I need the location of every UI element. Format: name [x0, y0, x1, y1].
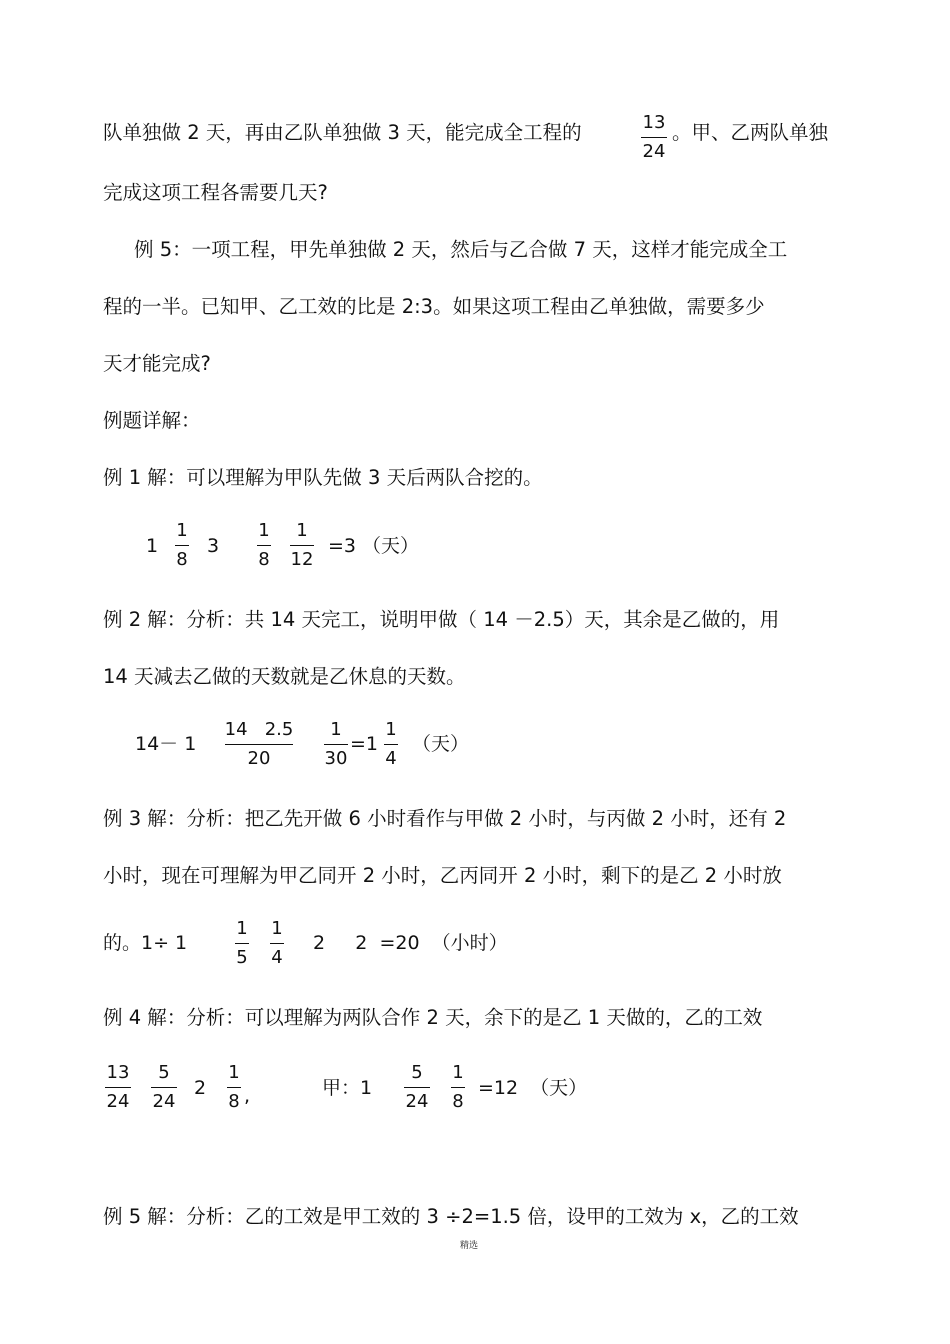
equation-token: =3 （天） — [328, 535, 420, 557]
fraction — [222, 719, 296, 770]
text-line: 队单独做 2 天，再由乙队单独做 3 天，能完成全工程的 — [103, 121, 582, 144]
text-line: 。甲、乙两队单独 — [672, 121, 829, 144]
fraction-denominator: 8 — [258, 549, 270, 570]
equation-token: =12 （天） — [478, 1077, 588, 1099]
fraction-denominator: 4 — [385, 748, 397, 769]
fraction — [272, 520, 332, 571]
text-line: 例 5：一项工程，甲先单独做 2 天，然后与乙合做 7 天，这样才能完成全工 — [134, 238, 788, 261]
fraction-numerator: 1 — [385, 719, 397, 740]
fraction-bar — [270, 943, 284, 944]
fraction-numerator: 1 — [330, 719, 342, 740]
equation-token: （天） — [412, 733, 470, 755]
fraction-bar — [151, 1087, 177, 1088]
fraction-numerator: 1 — [452, 1062, 464, 1083]
equation-token: 14－ 1 — [135, 733, 197, 755]
fraction-numerator: 5 — [411, 1062, 423, 1083]
fraction-bar — [105, 1087, 131, 1088]
fraction-numerator: 1 — [176, 520, 188, 541]
equation-token: , — [244, 1085, 251, 1107]
fraction-numerator: 1 — [271, 918, 283, 939]
fraction — [134, 1062, 194, 1113]
fraction — [204, 1062, 264, 1113]
text-line: 例 3 解：分析：把乙先开做 6 小时看作与甲做 2 小时，与丙做 2 小时，还有 2 — [103, 807, 787, 830]
fraction-numerator: 1 — [296, 520, 308, 541]
fraction-bar — [641, 137, 667, 138]
fraction-numerator: 1 — [236, 918, 248, 939]
fraction-denominator: 12 — [290, 549, 314, 570]
fraction-denominator: 5 — [236, 947, 248, 968]
fraction-bar — [290, 545, 314, 546]
fraction-bar — [451, 1087, 465, 1088]
fraction-numerator: 5 — [158, 1062, 170, 1083]
fraction-numerator: 14 2.5 — [224, 719, 294, 740]
fraction-denominator: 8 — [452, 1091, 464, 1112]
text-line: 例 1 解：可以理解为甲队先做 3 天后两队合挖的。 — [103, 466, 543, 489]
text-line: 例 4 解：分析：可以理解为两队合作 2 天，余下的是乙 1 天做的，乙的工效 — [103, 1006, 763, 1029]
fraction-denominator: 8 — [228, 1091, 240, 1112]
fraction — [247, 918, 307, 969]
text-line: 例 5 解：分析：乙的工效是甲工效的 3 ÷2=1.5 倍，设甲的工效为 x，乙的工效 — [103, 1205, 799, 1228]
equation-token: =1 — [350, 733, 379, 755]
fraction-denominator: 24 — [152, 1091, 176, 1112]
fraction-denominator: 30 — [324, 748, 348, 769]
text-line: 14 天减去乙做的天数就是乙休息的天数。 — [103, 665, 466, 688]
fraction-bar — [324, 744, 348, 745]
fraction-denominator: 24 — [642, 141, 666, 162]
text-line: 程的一半。已知甲、乙工效的比是 2:3。如果这项工程由乙单独做，需要多少 — [103, 295, 765, 318]
equation-token: 2 2 =20 （小时） — [313, 932, 508, 954]
fraction-bar — [404, 1087, 430, 1088]
equation-token: 的。1÷ 1 — [103, 932, 188, 954]
fraction-bar — [175, 545, 189, 546]
section-heading: 例题详解： — [103, 409, 201, 432]
fraction-bar — [384, 744, 398, 745]
equation-token: 1 — [146, 535, 159, 557]
fraction-numerator: 1 — [258, 520, 270, 541]
page-footer: 精选 — [460, 1241, 479, 1251]
fraction-bar — [257, 545, 271, 546]
text-line: 例 2 解：分析：共 14 天完工，说明甲做（ 14 －2.5）天，其余是乙做的，用 — [103, 608, 780, 631]
fraction-denominator: 24 — [106, 1091, 130, 1112]
equation-token: 2 — [194, 1077, 207, 1099]
fraction-bar — [225, 744, 293, 745]
fraction-numerator: 13 — [642, 112, 666, 133]
fraction-denominator: 24 — [405, 1091, 429, 1112]
fraction — [152, 520, 212, 571]
fraction-bar — [227, 1087, 241, 1088]
fraction-denominator: 4 — [271, 947, 283, 968]
equation-token: 甲：1 — [322, 1077, 373, 1099]
fraction-denominator: 8 — [176, 549, 188, 570]
equation-token: 3 — [207, 535, 220, 557]
fraction-numerator: 13 — [106, 1062, 130, 1083]
fraction-numerator: 1 — [228, 1062, 240, 1083]
text-line: 天才能完成? — [103, 352, 211, 375]
text-line: 完成这项工程各需要几天? — [103, 181, 328, 204]
text-line: 小时，现在可理解为甲乙同开 2 小时，乙丙同开 2 小时，剩下的是乙 2 小时放 — [103, 864, 782, 887]
fraction-denominator: 20 — [247, 748, 271, 769]
